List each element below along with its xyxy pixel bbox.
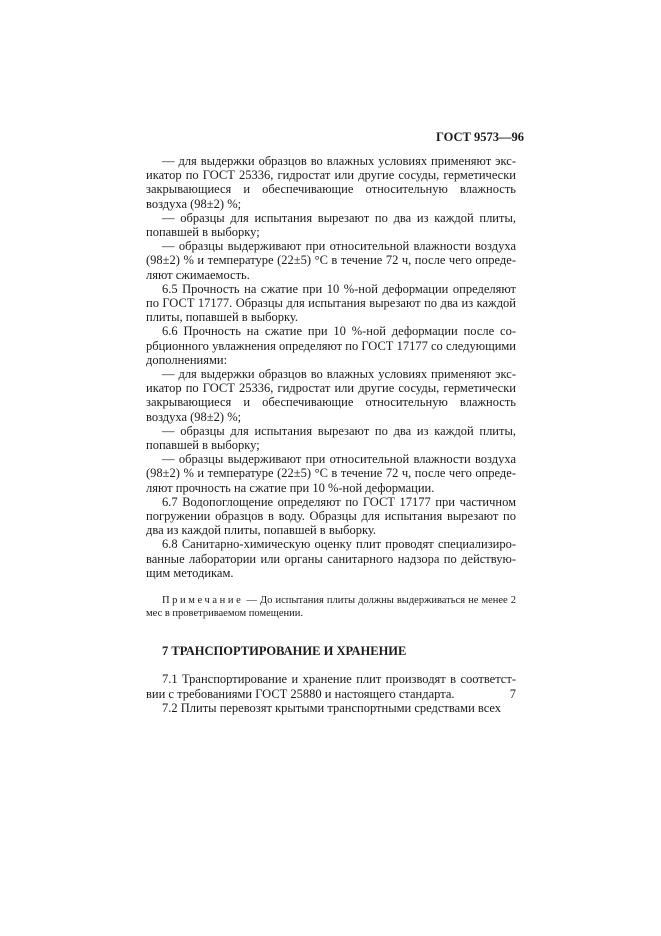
paragraph-samples-cut-1: — образцы для испытания вырезают по два из каждой плиты, попавшей в выборку; [146, 210, 516, 240]
paragraph-7-2: 7.2 Плиты перевозят крытыми транспортными средствами всех [162, 700, 502, 715]
note [146, 594, 516, 620]
paragraph-samples-hold-1: — образцы выдерживают при относительной влажности воздуха (98±2) % и температуре (22±5) °С в течение 72 ч, после чего определяют сжимаемость. [146, 239, 516, 282]
paragraph-7-1: 7.1 Транспортирование и хранение плит производят в соответствии с требованиями ГОСТ 25880 и настоящего стандарта. [146, 672, 516, 701]
paragraph-samples-hold-2: — образцы выдерживают при относительной влажности воздуха (98±2) % и температуре (22±5) °С в течение 72 ч, после чего определяют прочность на сжатие при 10 %-ной деформации. [146, 452, 516, 495]
document-code-header: ГОСТ 9573—96 [436, 130, 525, 144]
paragraph-desiccator-2: — для выдержки образцов во влажных условиях применяют эксикатор по ГОСТ 25336, гидростат или другие сосуды, герметически закрывающиеся и обеспечивающие относительную влажность воздуха (98±2) %; [146, 367, 516, 424]
note-label: Примечание [162, 595, 244, 607]
paragraph-6-5: 6.5 Прочность на сжатие при 10 %-ной деформации определяют по ГОСТ 17177. Образцы для испытания вырезают по два из каждой плиты, попавшей в выборку. [146, 281, 516, 325]
paragraph-6-8: 6.8 Санитарно-химическую оценку плит проводят специализированные лаборатории или органы санитарного надзора по действующим методикам. [146, 537, 516, 580]
note-text: — До испытания плиты должны выдерживаться не менее 2 мес в проветриваемом помещении. [146, 595, 517, 620]
section-heading: 7 ТРАНСПОРТИРОВАНИЕ И ХРАНЕНИЕ [162, 644, 407, 659]
paragraph-samples-cut-2: — образцы для испытания вырезают по два из каждой плиты, попавшей в выборку; [146, 423, 516, 453]
paragraph-6-7: 6.7 Водопоглощение определяют по ГОСТ 17177 при частичном погружении образцов в воду. Образцы для испытания вырезают по два из каждой плиты, попавшей в выборку. [146, 494, 516, 538]
paragraph-6-6: 6.6 Прочность на сжатие при 10 %-ной деформации после сорбционного увлажнения определяют по ГОСТ 17177 со следующими дополнениями: [146, 324, 516, 367]
document-body [146, 154, 516, 715]
paragraph-desiccator-1: — для выдержки образцов во влажных условиях применяют эксикатор по ГОСТ 25336, гидростат или другие сосуды, герметически закрывающиеся и обеспечивающие относительную влажность воздуха (98±2) %; [146, 154, 516, 211]
page-number: 7 [509, 687, 516, 701]
